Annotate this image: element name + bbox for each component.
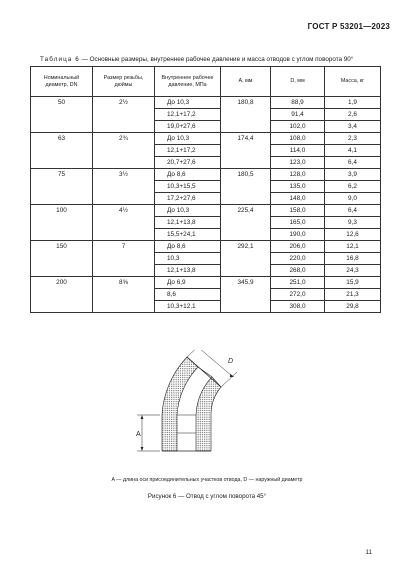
cell-thread: 3½ xyxy=(93,169,155,205)
page-header-standard: ГОСТ Р 53201—2023 xyxy=(307,22,390,31)
elbow-figure xyxy=(120,350,280,462)
cell-d: 108,0 xyxy=(271,133,325,145)
cell-d: 308,0 xyxy=(271,301,325,313)
cell-pressure: До 10,3 xyxy=(155,133,221,145)
column-header-d: D, мм xyxy=(271,67,325,97)
cell-pressure: 12,1+17,2 xyxy=(155,109,221,121)
cell-pressure: 12,1+13,8 xyxy=(155,265,221,277)
cell-d: 114,0 xyxy=(271,145,325,157)
cell-thread: 8⅝ xyxy=(93,277,155,313)
table-header-row xyxy=(31,67,381,97)
cell-dn: 75 xyxy=(31,169,93,205)
cell-a: 174,4 xyxy=(221,133,271,169)
table-row xyxy=(31,241,381,253)
dimensions-table xyxy=(30,66,381,313)
cell-mass: 21,3 xyxy=(325,289,381,301)
cell-d: 123,0 xyxy=(271,157,325,169)
cell-pressure: 15,5+24,1 xyxy=(155,229,221,241)
cell-a: 292,1 xyxy=(221,241,271,277)
table-row xyxy=(31,97,381,109)
cell-mass: 3,4 xyxy=(325,121,381,133)
cell-d: 220,0 xyxy=(271,253,325,265)
dimension-d-ext-left xyxy=(187,350,202,357)
cell-dn: 100 xyxy=(31,205,93,241)
cell-mass: 4,1 xyxy=(325,145,381,157)
cell-pressure: 10,3 xyxy=(155,253,221,265)
table-row xyxy=(31,277,381,289)
cell-dn: 150 xyxy=(31,241,93,277)
cell-mass: 6,2 xyxy=(325,181,381,193)
cell-thread: 4½ xyxy=(93,205,155,241)
cell-d: 272,0 xyxy=(271,289,325,301)
cell-a: 345,9 xyxy=(221,277,271,313)
cell-dn: 63 xyxy=(31,133,93,169)
cell-a: 180,8 xyxy=(221,97,271,133)
cell-thread: 7 xyxy=(93,241,155,277)
cell-mass: 6,4 xyxy=(325,157,381,169)
cell-mass: 12,1 xyxy=(325,241,381,253)
cell-thread: 2¾ xyxy=(93,133,155,169)
elbow-joint-line-upper xyxy=(198,367,212,377)
cell-pressure: До 8,6 xyxy=(155,241,221,253)
figure-note: A — длина оси присоединительных участков отвода, D — наружный диаметр xyxy=(111,477,303,483)
cell-pressure: 10,3+12,1 xyxy=(155,301,221,313)
table-body xyxy=(31,97,381,313)
elbow-inner-wall xyxy=(196,377,221,451)
cell-pressure: 10,3+15,5 xyxy=(155,181,221,193)
table-row xyxy=(31,169,381,181)
cell-d: 91,4 xyxy=(271,109,325,121)
dimension-a-arrow-bottom xyxy=(141,447,144,451)
cell-d: 128,0 xyxy=(271,169,325,181)
cell-d: 148,0 xyxy=(271,193,325,205)
cell-mass: 9,3 xyxy=(325,217,381,229)
cell-mass: 16,8 xyxy=(325,253,381,265)
column-header-dn: Номинальный диаметр, DN xyxy=(31,67,93,97)
cell-mass: 3,9 xyxy=(325,169,381,181)
column-header-a: A, мм xyxy=(221,67,271,97)
cell-mass: 1,9 xyxy=(325,97,381,109)
table-row xyxy=(31,205,381,217)
dimension-a-arrow-top xyxy=(141,415,144,419)
dimensions-table-container xyxy=(30,66,380,313)
cell-d: 158,0 xyxy=(271,205,325,217)
page-number: 11 xyxy=(365,549,372,556)
cell-pressure: 12,1+13,8 xyxy=(155,217,221,229)
cell-dn: 50 xyxy=(31,97,93,133)
column-header-pressure: Внутреннее рабочее давление, МПа xyxy=(155,67,221,97)
elbow-45-drawing xyxy=(120,350,280,462)
cell-a: 180,5 xyxy=(221,169,271,205)
cell-dn: 200 xyxy=(31,277,93,313)
cell-d: 206,0 xyxy=(271,241,325,253)
cell-mass: 29,8 xyxy=(325,301,381,313)
cell-mass: 12,6 xyxy=(325,229,381,241)
cell-mass: 24,3 xyxy=(325,265,381,277)
table-caption-label: Таблица 6 xyxy=(40,56,80,63)
cell-pressure: 19,0+27,6 xyxy=(155,121,221,133)
cell-d: 190,0 xyxy=(271,229,325,241)
cell-pressure: До 8,6 xyxy=(155,169,221,181)
cell-pressure: 20,7+27,6 xyxy=(155,157,221,169)
cell-pressure: 17,2+27,6 xyxy=(155,193,221,205)
table-caption xyxy=(40,56,380,63)
dimension-d-label: D xyxy=(228,358,234,365)
cell-d: 165,0 xyxy=(271,217,325,229)
cell-pressure: 12,1+17,2 xyxy=(155,145,221,157)
figure-caption: Рисунок 6 — Отвод с углом поворота 45° xyxy=(147,493,267,500)
cell-d: 268,0 xyxy=(271,265,325,277)
cell-mass: 9,0 xyxy=(325,193,381,205)
table-row xyxy=(31,133,381,145)
table-caption-text: — Основные размеры, внутреннее рабочее давление и масса отводов с углом поворота 90° xyxy=(79,56,354,63)
dimension-d-ext-right xyxy=(221,372,237,387)
cell-d: 88,9 xyxy=(271,97,325,109)
cell-mass: 6,4 xyxy=(325,205,381,217)
cell-a: 225,4 xyxy=(221,205,271,241)
cell-mass: 15,9 xyxy=(325,277,381,289)
dimension-a-label: A xyxy=(136,431,141,438)
column-header-thread: Размер резьбы, дюймы xyxy=(93,67,155,97)
cell-d: 251,0 xyxy=(271,277,325,289)
cell-pressure: До 6,9 xyxy=(155,277,221,289)
column-header-mass: Масса, кг xyxy=(325,67,381,97)
cell-mass: 2,3 xyxy=(325,133,381,145)
cell-pressure: До 10,3 xyxy=(155,97,221,109)
elbow-outer-wall xyxy=(162,357,198,451)
cell-pressure: До 10,3 xyxy=(155,205,221,217)
cell-mass: 2,6 xyxy=(325,109,381,121)
cell-d: 135,0 xyxy=(271,181,325,193)
cell-thread: 2½ xyxy=(93,97,155,133)
cell-pressure: 8,6 xyxy=(155,289,221,301)
cell-d: 102,0 xyxy=(271,121,325,133)
